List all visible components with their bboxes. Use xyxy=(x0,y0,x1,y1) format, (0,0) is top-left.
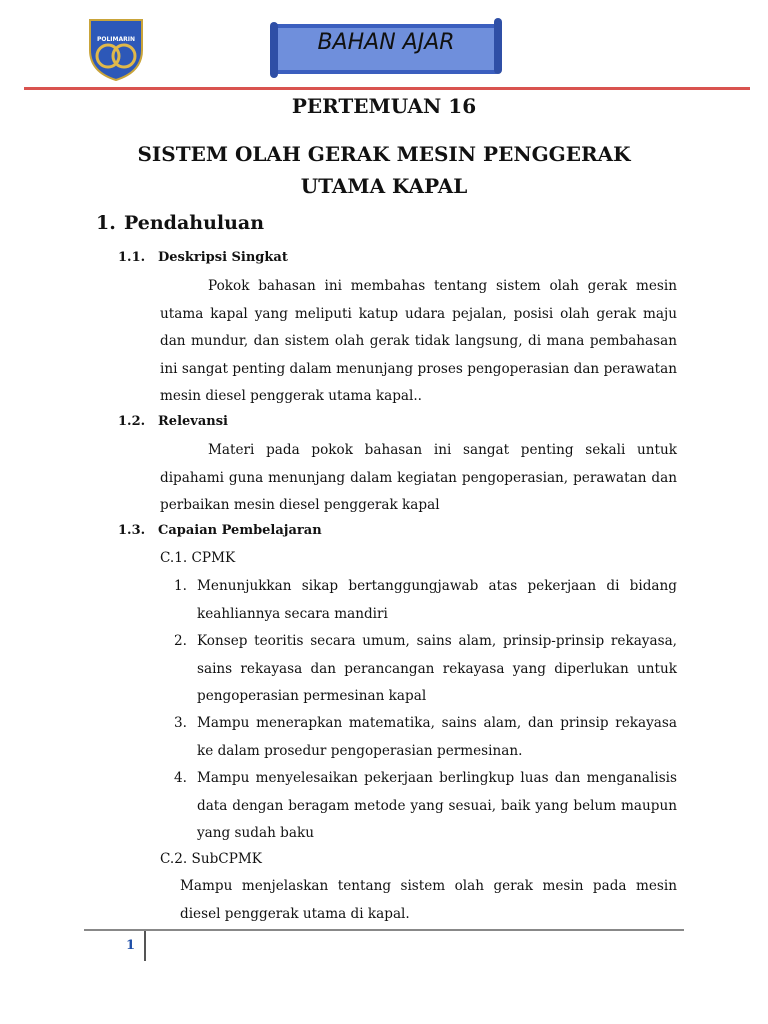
list-item-number: 1. xyxy=(174,578,187,594)
list-item-text: Konsep teoritis secara umum, sains alam, prinsip-prinsip rekayasa, sains rekayasa dan perancangan rekayasa yang diperlukan untuk pengoperasian permesinan kapal xyxy=(197,633,677,704)
section-label: Pendahuluan xyxy=(124,212,265,234)
list-item xyxy=(174,573,677,628)
page-number: 1 xyxy=(126,938,136,953)
subsection-heading-deskripsi xyxy=(118,250,288,265)
list-item xyxy=(174,765,677,848)
list-item xyxy=(174,628,677,711)
list-item-number: 2. xyxy=(174,633,187,649)
subsection-number: 1.1. xyxy=(118,250,146,265)
subsection-label: Deskripsi Singkat xyxy=(158,250,288,265)
deskripsi-paragraph: Pokok bahasan ini membahas tentang sistem olah gerak mesin utama kapal yang meliputi katup udara pejalan, posisi olah gerak maju dan mundur, dan sistem olah gerak tidak langsung, di mana pembahasan ini sangat penting dalam menunjang proses pengoperasian dan perawatan mesin diesel penggerak utama kapal.. xyxy=(160,278,677,404)
subsection-label: Capaian Pembelajaran xyxy=(158,523,322,538)
section-heading xyxy=(96,212,264,234)
cpmk-label: C.1. CPMK xyxy=(160,550,236,566)
svg-text:POLIMARIN: POLIMARIN xyxy=(96,36,136,43)
list-item-text: Mampu menyelesaikan pekerjaan berlingkup luas dan menganalisis data dengan beragam metode yang sesuai, baik yang belum maupun yang sudah baku xyxy=(197,770,677,841)
subcpmk-label: C.2. SubCPMK xyxy=(160,851,262,867)
section-number: 1. xyxy=(96,212,116,234)
banner-title: BAHAN AJAR xyxy=(317,30,455,55)
document-title: SISTEM OLAH GERAK MESIN PENGGERAK UTAMA KAPAL xyxy=(137,142,631,198)
list-item-number: 4. xyxy=(174,770,187,786)
list-item-number: 3. xyxy=(174,715,187,731)
subsection-label: Relevansi xyxy=(158,414,228,429)
subsection-heading-capaian xyxy=(118,523,322,538)
subsection-number: 1.3. xyxy=(118,523,146,538)
polimarin-logo xyxy=(86,16,146,82)
footer-divider xyxy=(84,929,684,931)
relevansi-paragraph: Materi pada pokok bahasan ini sangat penting sekali untuk dipahami guna menunjang dalam kegiatan pengoperasian, perawatan dan perbaikan mesin diesel penggerak kapal xyxy=(160,442,677,513)
list-item xyxy=(174,710,677,765)
page-number-separator xyxy=(144,931,146,961)
subcpmk-paragraph: Mampu menjelaskan tentang sistem olah gerak mesin pada mesin diesel penggerak utama di kapal. xyxy=(180,878,677,922)
list-item-text: Menunjukkan sikap bertanggungjawab atas pekerjaan di bidang keahliannya secara mandiri xyxy=(197,578,677,622)
list-item-text: Mampu menerapkan matematika, sains alam, dan prinsip rekayasa ke dalam prosedur pengoperasian permesinan. xyxy=(197,715,677,759)
header-divider xyxy=(24,87,750,90)
subsection-number: 1.2. xyxy=(118,414,146,429)
meeting-title: PERTEMUAN 16 xyxy=(291,94,477,118)
subsection-heading-relevansi xyxy=(118,414,228,429)
